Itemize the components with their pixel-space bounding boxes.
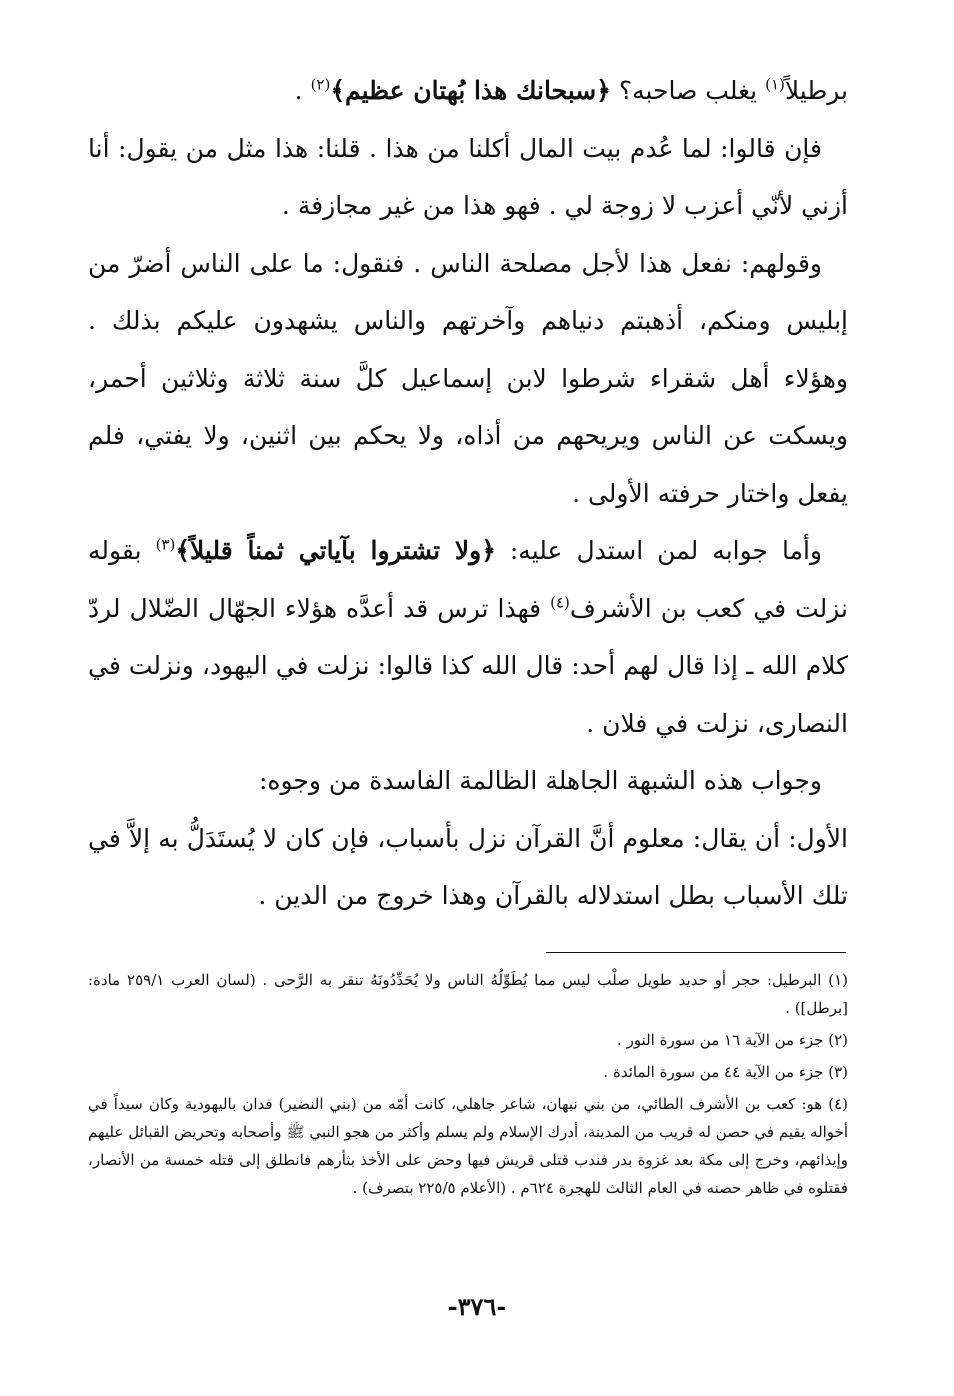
- footnote: (١) البرطيل: حجر أو حديد طويل صلْب ليس مما يُطَوِّلُهُ الناس ولا يُحَدِّدُونَهُ تنقر به الرَّحى . (لسان العرب ٢٥٩/١ مادة: [برطل]) .: [88, 971, 848, 1017]
- paragraph: [88, 752, 848, 810]
- footnote: (٤) هو: كعب بن الأشرف الطائي، من بني نبهان، شاعر جاهلي، كانت أمّه من (بني النضير) فدان باليهودية وكان سيداً في أخواله يقيم في حصن له قريب من المدينة، أدرك الإسلام ولم يسلم وأكثر من هجو النبي ﷺ وأصحابه وتحريض القبائل عليهم وإيذائهم، وخرج إلى مكة بعد غزوة بدر فندب قتلى قريش فيها وحض على الأخذ بثأرهم فانطلق إلى قتله خمسة من الأنصار، فقتلوه في ظاهر حصنه في العام الثالث للهجرة ٦٢٤م . (الأعلام ٢٢٥/٥ بتصرف) .: [88, 1095, 848, 1197]
- paragraph: [88, 62, 848, 120]
- quran-quote: ﴿ولا تشتروا بآياتي ثمناً قليلاً﴾: [175, 536, 496, 565]
- text-run: بقوله نزلت في كعب بن الأشرف: [88, 536, 849, 623]
- paragraph: [88, 120, 848, 235]
- main-text: [88, 62, 848, 925]
- page-number: -٣٧٦-: [447, 1292, 507, 1321]
- text-run: الأول: أن يقال: معلوم أنَّ القرآن نزل بأسباب، فإن كان لا يُستَدَلُّ به إلاَّ في تلك الأسباب بطل استدلاله بالقرآن وهذا خروج من الدين .: [88, 823, 848, 910]
- text-run: يغلب صاحبه؟: [610, 76, 766, 105]
- paragraph: [88, 522, 848, 752]
- footnote-marker: (٤): [550, 593, 570, 612]
- footnote: (٢) جزء من الآية ١٦ من سورة النور .: [617, 1031, 848, 1049]
- paragraph: [88, 810, 848, 925]
- footnote-marker: (١): [765, 75, 785, 94]
- footnote: (٣) جزء من الآية ٤٤ من سورة المائدة .: [603, 1063, 848, 1081]
- footnotes: [88, 966, 848, 1206]
- text-run: فإن قالوا: لما عُدم بيت المال أكلنا من هذا . قلنا: هذا مثل من يقول: أنا أزني لأنّي أعزب لا زوجة لي . فهو هذا من غير مجازفة .: [88, 133, 848, 220]
- footnote-marker: (٢): [310, 75, 331, 94]
- quran-quote: ﴿سبحانك هذا بُهتان عظيم﴾: [330, 76, 611, 105]
- text-run: .: [294, 76, 311, 105]
- footnote-marker: (٣): [155, 535, 176, 554]
- text-run: وقولهم: نفعل هذا لأجل مصلحة الناس . فنقول: ما على الناس أضرّ من إبليس ومنكم، أذهبتم دنياهم وآخرتهم والناس يشهدون عليكم بذلك . وهؤلاء أهل شقراء شرطوا لابن إسماعيل كلَّ سنة ثلاثة وثلاثين أحمر، ويسكت عن الناس ويريحهم من أذاه، ولا يحكم بين اثنين، ولا يفتي، فلم يفعل واختار حرفته الأولى .: [88, 248, 848, 508]
- text-run: برطيلاً: [784, 76, 848, 105]
- text-run: وجواب هذه الشبهة الجاهلة الظالمة الفاسدة من وجوه:: [258, 766, 822, 795]
- footnote-separator: [546, 952, 846, 953]
- paragraph: [88, 235, 848, 523]
- text-run: وأما جوابه لمن استدل عليه:: [495, 536, 822, 565]
- text-run: فهذا ترس قد أعدَّه هؤلاء الجهّال الضّلال لردّ كلام الله ـ إذا قال لهم أحد: قال الله كذا قالوا: نزلت في اليهود، ونزلت في النصارى، نزلت في فلان .: [88, 593, 848, 738]
